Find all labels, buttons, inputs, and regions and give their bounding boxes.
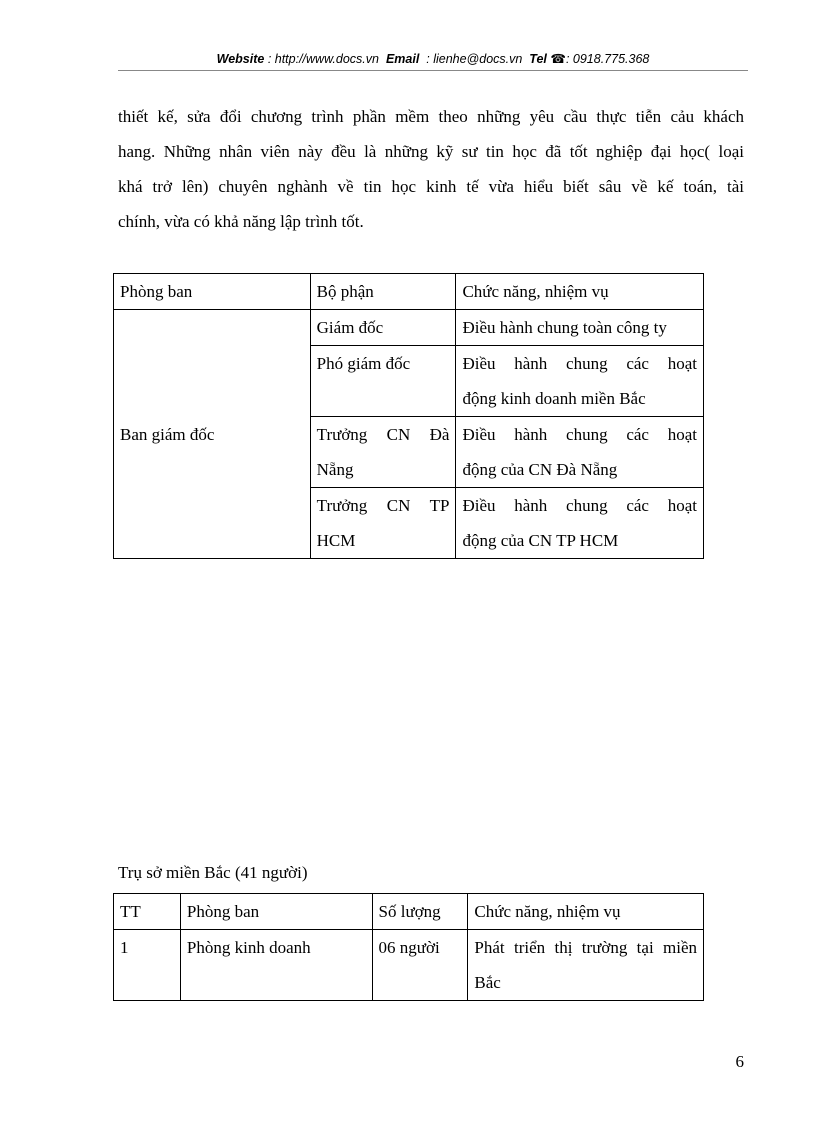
tt-cell: 1 [114,930,181,1001]
part-line: Nẵng [316,460,354,479]
duty-cell: Điều hành chung toàn công ty [456,310,704,346]
duty-line: Điều hành chung các hoạt [462,354,697,373]
header-cell: Bộ phận [310,274,456,310]
duty-cell [468,930,704,1001]
management-table [113,273,704,559]
duty-line: động kinh doanh miền Bắc [462,389,646,408]
part-line: HCM [316,531,356,550]
dept-cell: Phòng kinh doanh [180,930,372,1001]
website-label: Website [216,52,265,66]
header-cell: Số lượng [372,894,468,930]
email-label: Email [385,52,420,66]
website-value: : http://www.docs.vn [267,52,379,66]
paragraph-line: chính, vừa có khả năng lập trình tốt. [118,212,364,231]
table-caption: Trụ sở miền Bắc (41 người) [118,863,308,882]
duty-line: động của CN Đà Nẵng [462,460,618,479]
header-cell: Phòng ban [114,274,311,310]
part-cell [310,417,456,488]
duty-line: động của CN TP HCM [462,531,619,550]
paragraph-line: khá trở lên) chuyên nghành về tin học kinh tế vừa hiểu biết sâu về kế toán, tài [118,177,744,196]
duty-line: Bắc [474,973,501,992]
tel-value: : 0918.775.368 [565,52,650,66]
north-office-table [113,893,704,1001]
duty-cell [456,346,704,417]
phone-icon: ☎ [550,52,566,66]
page-header [118,50,748,68]
paragraph-line: hang. Những nhân viên này đều là những kỹ sư tin học đã tốt nghiệp đại học( loại [118,142,744,161]
part-cell: Giám đốc [310,310,456,346]
email-value: : lienhe@docs.vn [426,52,523,66]
duty-line: Điều hành chung các hoạt [462,425,697,444]
paragraph-line: thiết kế, sửa đổi chương trình phần mềm theo những yêu cầu thực tiễn cảu khách [118,107,744,126]
part-line: Trưởng CN Đà [316,425,450,444]
table-row [114,310,704,346]
duty-line: Điều hành chung các hoạt [462,496,697,515]
duty-cell [456,488,704,559]
header-cell: Chức năng, nhiệm vụ [456,274,704,310]
part-cell [310,488,456,559]
duty-cell [456,417,704,488]
body-paragraph [118,99,744,239]
header-cell: TT [114,894,181,930]
count-cell: 06 người [372,930,468,1001]
header-divider [118,70,748,71]
tel-label: Tel [529,52,547,66]
page-number: 6 [735,1052,744,1071]
table-header-row [114,274,704,310]
part-line: Trưởng CN TP [316,496,450,515]
group-cell: Ban giám đốc [114,310,311,559]
table-header-row [114,894,704,930]
table-row [114,930,704,1001]
header-cell: Chức năng, nhiệm vụ [468,894,704,930]
part-cell: Phó giám đốc [310,346,456,417]
duty-line: Phát triển thị trường tại miền [474,938,697,957]
header-cell: Phòng ban [180,894,372,930]
